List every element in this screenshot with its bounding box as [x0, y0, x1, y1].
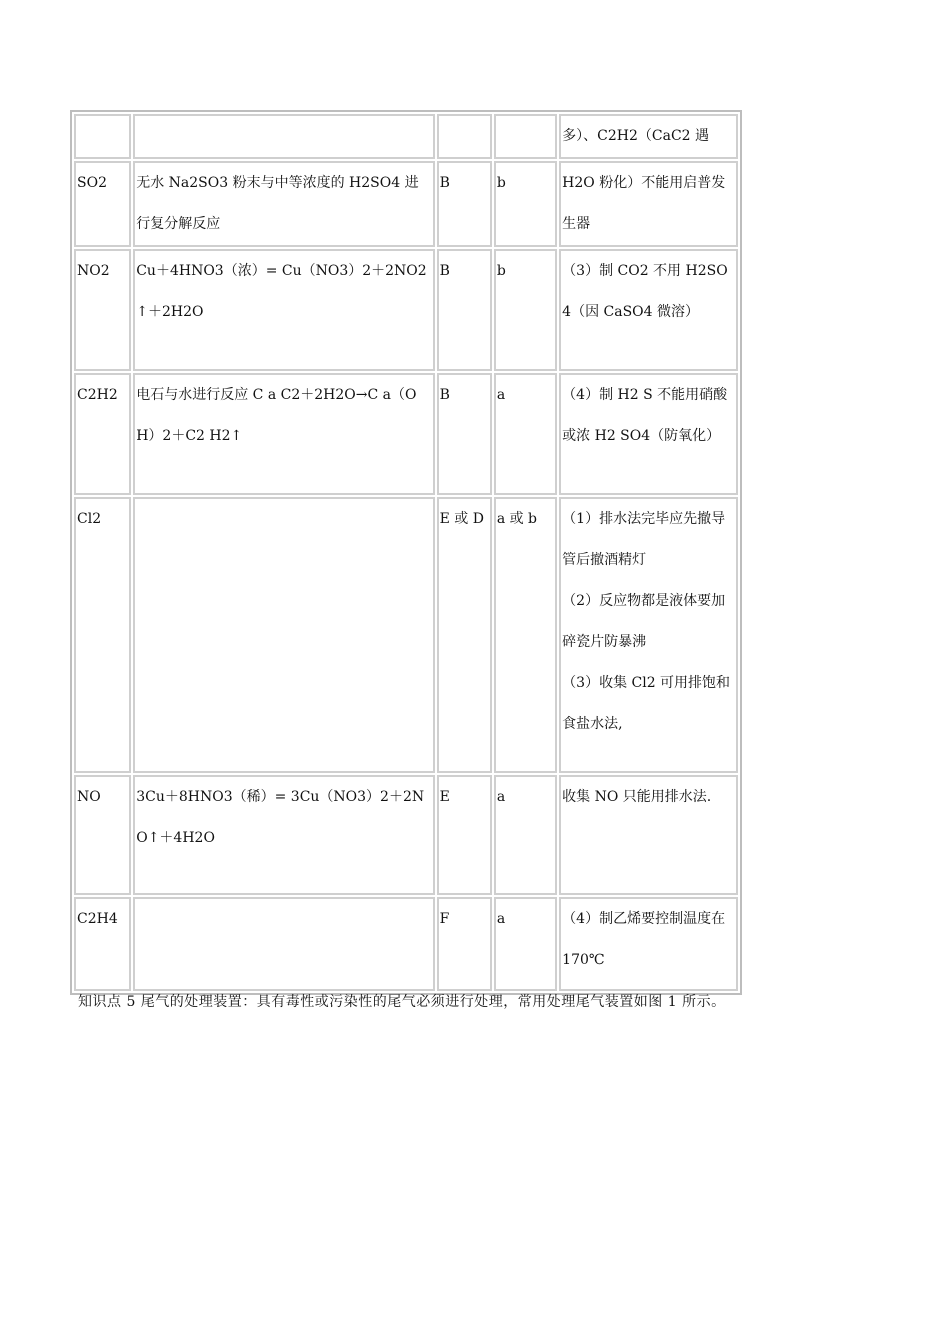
gas-cell: SO2 [74, 161, 131, 247]
reaction-cell: 无水 Na2SO3 粉末与中等浓度的 H2SO4 进行复分解反应 [133, 161, 434, 247]
collect-cell: b [494, 161, 557, 247]
reaction-cell [133, 114, 434, 159]
note-line: （2）反应物都是液体要加碎瓷片防暴沸 [562, 593, 726, 650]
table-row [74, 373, 738, 495]
table-row [74, 897, 738, 991]
note-line: H2O 粉化）不能用启普发生器 [562, 175, 726, 232]
collect-cell: a [494, 897, 557, 991]
note-cell [559, 897, 738, 991]
reaction-cell: Cu＋4HNO3（浓）= Cu（NO3）2＋2NO2↑＋2H2O [133, 249, 434, 371]
gas-cell [74, 114, 131, 159]
knowledge-point-paragraph: 知识点 5 尾气的处理装置：具有毒性或污染性的尾气必须进行处理，常用处理尾气装置如图 1 所示。 [78, 994, 726, 1010]
device-cell: B [437, 161, 492, 247]
note-cell [559, 249, 738, 371]
reaction-cell: 3Cu＋8HNO3（稀）= 3Cu（NO3）2＋2NO↑＋4H2O [133, 775, 434, 895]
gas-cell: Cl2 [74, 497, 131, 773]
note-line: （1）排水法完毕应先撤导管后撤酒精灯 [562, 511, 726, 568]
device-cell [437, 114, 492, 159]
table-row [74, 114, 738, 159]
note-line: （4）制 H2 S 不能用硝酸或浓 H2 SO4（防氧化） [562, 387, 728, 444]
note-cell [559, 775, 738, 895]
table-row [74, 249, 738, 371]
table-row [74, 497, 738, 773]
note-line: （3）制 CO2 不用 H2SO4（因 CaSO4 微溶） [562, 263, 728, 320]
gas-cell: C2H4 [74, 897, 131, 991]
gas-cell: NO2 [74, 249, 131, 371]
device-cell: E 或 D [437, 497, 492, 773]
note-line: 收集 NO 只能用排水法. [562, 789, 712, 805]
note-cell [559, 373, 738, 495]
collect-cell [494, 114, 557, 159]
device-cell: E [437, 775, 492, 895]
note-cell [559, 497, 738, 773]
collect-cell: a [494, 775, 557, 895]
collect-cell: a 或 b [494, 497, 557, 773]
reaction-cell [133, 497, 434, 773]
reaction-cell [133, 897, 434, 991]
note-cell [559, 161, 738, 247]
gas-preparation-table [70, 110, 742, 995]
collect-cell: b [494, 249, 557, 371]
collect-cell: a [494, 373, 557, 495]
device-cell: F [437, 897, 492, 991]
device-cell: B [437, 249, 492, 371]
table-row [74, 775, 738, 895]
note-line: （3）收集 Cl2 可用排饱和食盐水法, [562, 675, 731, 732]
note-cell [559, 114, 738, 159]
gas-cell: C2H2 [74, 373, 131, 495]
gas-cell: NO [74, 775, 131, 895]
note-line: 多）、C2H2（CaC2 遇 [562, 128, 710, 144]
device-cell: B [437, 373, 492, 495]
note-line: （4）制乙烯要控制温度在 170℃ [562, 911, 726, 968]
table-row [74, 161, 738, 247]
reaction-cell: 电石与水进行反应 C a C2＋2H2O→C a（O H）2＋C2 H2↑ [133, 373, 434, 495]
